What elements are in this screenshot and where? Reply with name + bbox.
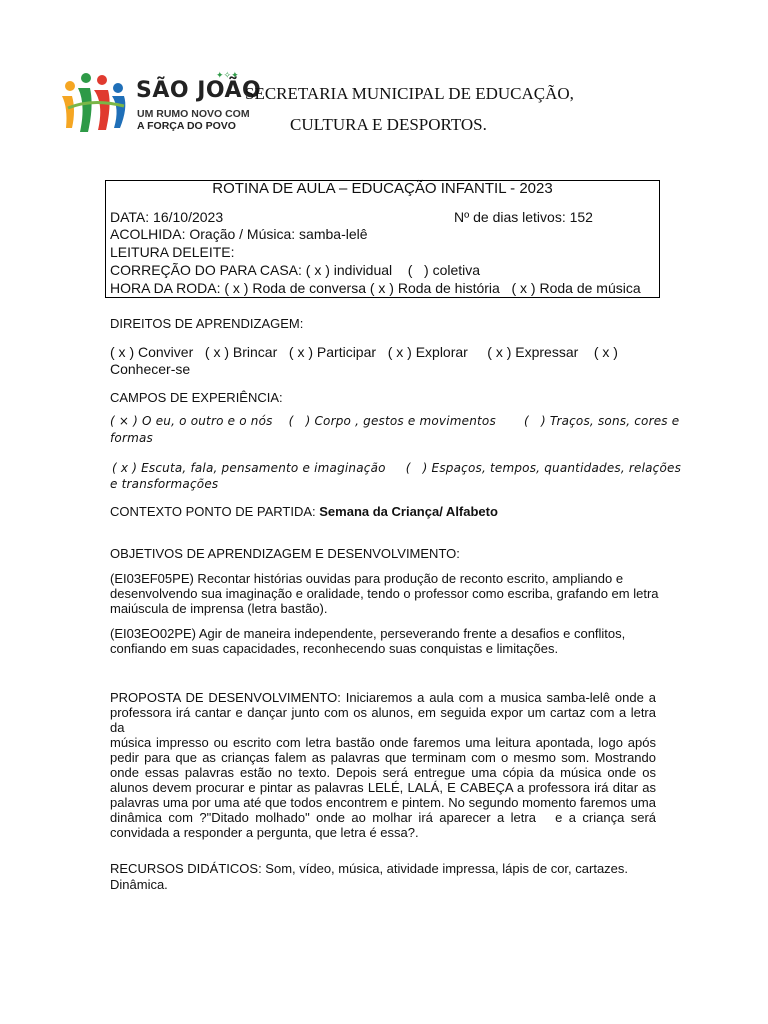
proposta-line: alunos devem procurar e pintar as palavras LELÉ, LALÁ, E CABEÇA a professora irá ditar as [110,780,656,795]
logo-figures-icon [58,68,138,138]
department-title-line1: SECRETARIA MUNICIPAL DE EDUCAÇÃO, [245,84,574,103]
objetivo-2-line1: (EI03EO02PE) Agir de maneira independente, perseverando frente a desafios e conflitos, [110,626,626,641]
objetivo-2-line2: confiando em suas capacidades, reconhecendo suas conquistas e limitações. [110,641,559,656]
proposta-line: dinâmica com ?"Ditado molhado" onde ao molhar irá aparecer a letra e a criança será [110,810,656,825]
recursos-line1: RECURSOS DIDÁTICOS: Som, vídeo, música, atividade impressa, lápis de cor, cartazes. [110,861,629,876]
school-days-field: Nº de dias letivos: 152 [454,209,593,225]
logo-tagline-1: UM RUMO NOVO COM [137,108,250,120]
campos-line4: e transformações [110,477,219,491]
department-title-line2: CULTURA E DESPORTOS. [290,115,487,134]
proposta-line: música impresso ou escrito com letra bastão onde faremos uma leitura apontada, logo após [110,735,656,750]
recursos-line2: Dinâmica. [110,877,168,892]
logo-tagline-2: A FORÇA DO POVO [137,120,236,132]
leitura-field: LEITURA DELEITE: [110,244,235,260]
logo-brand: SÃO JOÃO [136,78,262,103]
proposta-line: PROPOSTA DE DESENVOLVIMENTO: Iniciaremos a aula com a musica samba-lelê onde a [110,690,656,705]
proposta-paragraph [110,690,656,840]
campos-line2: formas [110,431,153,445]
campos-heading: CAMPOS DE EXPERIÊNCIA: [110,390,283,405]
acolhida-field: ACOLHIDA: Oração / Música: samba-lelê [110,226,368,242]
proposta-line: pedir para que as crianças falem as palavras que terminam com o mesmo som. Mostrando [110,750,656,765]
objetivo-1-line1: (EI03EF05PE) Recontar histórias ouvidas para produção de reconto escrito, ampliando e [110,571,624,586]
date-field: DATA: 16/10/2023 [110,209,224,225]
contexto-value: Semana da Criança/ Alfabeto [319,504,498,519]
hora-roda-field: HORA DA RODA: ( x ) Roda de conversa ( x ) Roda de história ( x ) Roda de música [110,280,641,296]
direitos-heading: DIREITOS DE APRENDIZAGEM: [110,316,304,331]
proposta-line: onde essas palavras estão no texto. Depois será entregue uma cópia da música onde os [110,765,656,780]
proposta-line: palavras uma por uma até que todos encontrem e pintem. No segundo momento faremos uma [110,795,656,810]
contexto-line [110,504,498,519]
objetivo-1-line2: desenvolvendo sua imaginação e oralidade, tendo o professor como escriba, grafando em letra [110,586,659,601]
correcao-field: CORREÇÃO DO PARA CASA: ( x ) individual ( ) coletiva [110,262,481,278]
campos-line1: ( × ) O eu, o outro e o nós ( ) Corpo , gestos e movimentos ( ) Traços, sons, cores e [110,414,680,428]
contexto-label: CONTEXTO PONTO DE PARTIDA: [110,504,320,519]
objetivos-heading: OBJETIVOS DE APRENDIZAGEM E DESENVOLVIMENTO: [110,546,460,561]
direitos-line1: ( x ) Conviver ( x ) Brincar ( x ) Participar ( x ) Explorar ( x ) Expressar ( x ) [110,344,618,360]
proposta-line: professora irá cantar e dançar junto com os alunos, em seguida expor um cartaz com a letra da [110,705,656,735]
objetivo-1-line3: maiúscula de imprensa (letra bastão). [110,601,328,616]
proposta-line: convidada a responder a pergunta, que letra é essa?. [110,825,419,840]
stars-icon: ✦✧✦ [216,70,239,80]
campos-line3: ( x ) Escuta, fala, pensamento e imaginação ( ) Espaços, tempos, quantidades, relações [108,461,682,475]
direitos-line2: Conhecer-se [110,361,191,377]
routine-title: ROTINA DE AULA – EDUCAÇÃO INFANTIL - 2023 [212,180,553,197]
